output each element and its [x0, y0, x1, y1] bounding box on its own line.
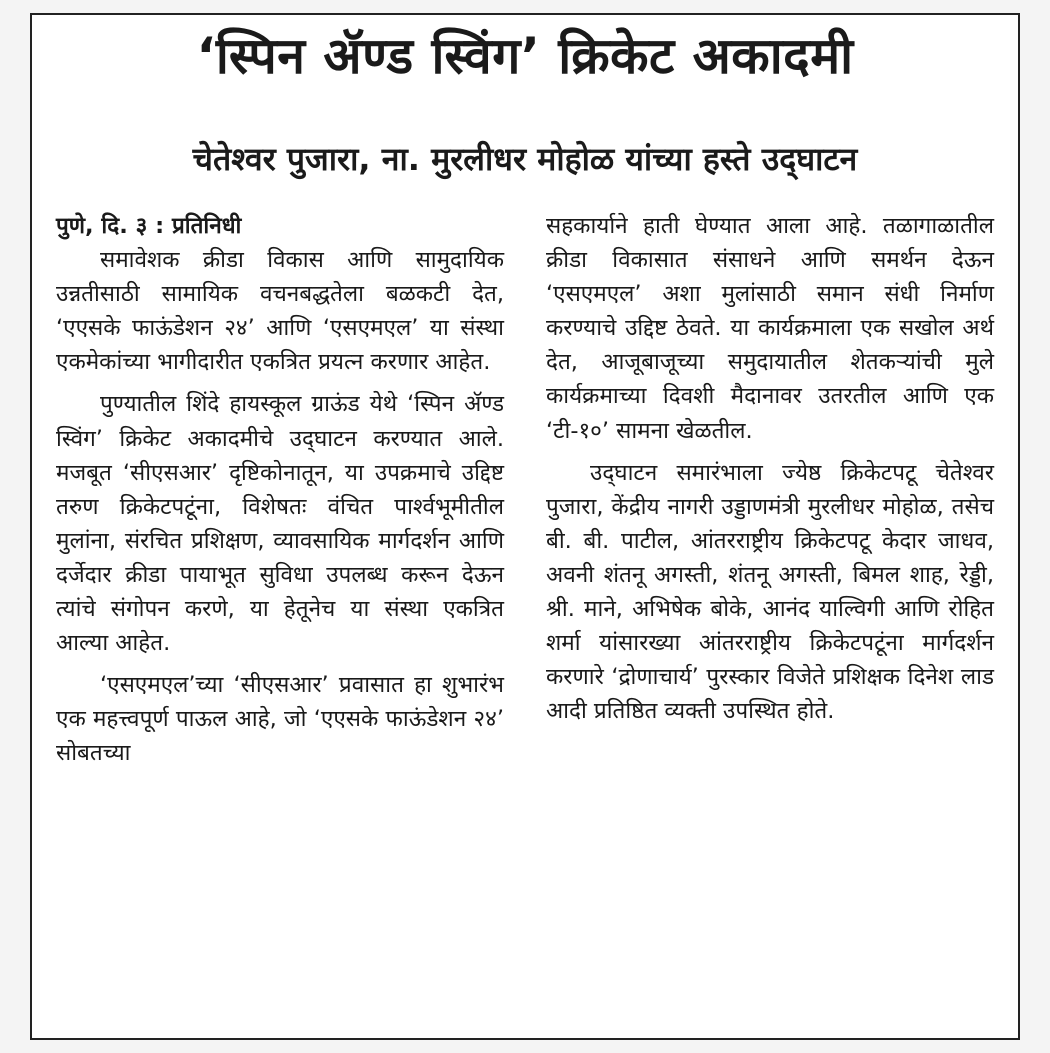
subheadline: चेतेश्वर पुजारा, ना. मुरलीधर मोहोळ यांच्या हस्ते उद्‌घाटन: [192, 140, 858, 178]
paragraph-3-continued: सहकार्याने हाती घेण्यात आला आहे. तळागाळातील क्रीडा विकासात संसाधने आणि समर्थन देऊन ‘एसएमएल’ अशा मुलांसाठी समान संधी निर्माण करण्याचे उद्दिष्ट ठेवते. या कार्यक्रमाला एक सखोल अर्थ देत, आजूबाजूच्या समुदायातील शेतकऱ्यांची मुले कार्यक्रमाच्या दिवशी मैदानावर उतरतील आणि एक ‘टी-१०’ सामना खेळतील.: [546, 213, 994, 444]
newspaper-clipping: [30, 13, 1020, 1040]
paragraph-2: पुण्यातील शिंदे हायस्कूल ग्राऊंड येथे ‘स्पिन ॲण्ड स्विंग’ क्रिकेट अकादमीचे उद्‌घाटन करण्यात आले. मजबूत ‘सीएसआर’ दृष्टिकोनातून, या उपक्रमाचे उद्दिष्ट तरुण क्रिकेटपटूंना, विशेषतः वंचित पार्श्वभूमीतील मुलांना, संरचित प्रशिक्षण, व्यावसायिक मार्गदर्शन आणि दर्जेदार क्रीडा पायाभूत सुविधा उपलब्ध करून देऊन त्यांचे संगोपन करणे, या हेतूनेच या संस्था एकत्रित आल्या आहेत.: [56, 391, 504, 657]
paragraph-3: ‘एसएमएल’च्या ‘सीएसआर’ प्रवासात हा शुभारंभ एक महत्त्वपूर्ण पाऊल आहे, जो ‘एएसके फाऊंडेशन २४’ सोबतच्या: [56, 672, 504, 767]
dateline: पुणे, दि. ३ : प्रतिनिधी: [56, 213, 242, 239]
paragraph-4: उद्‌घाटन समारंभाला ज्येष्ठ क्रिकेटपटू चेतेश्वर पुजारा, केंद्रीय नागरी उड्डाणमंत्री मुरलीधर मोहोळ, तसेच बी. बी. पाटील, आंतरराष्ट्रीय क्रिकेटपटू केदार जाधव, अवनी शंतनू अगस्ती, शंतनू अगस्ती, बिमल शाह, रेड्डी, श्री. माने, अभिषेक बोके, आनंद याल्विगी आणि रोहित शर्मा यांसारख्या आंतरराष्ट्रीय क्रिकेटपटूंना मार्गदर्शन करणारे ‘द्रोणाचार्य’ पुरस्कार विजेते प्रशिक्षक दिनेश लाड आदी प्रतिष्ठित व्यक्ती उपस्थित होते.: [546, 459, 995, 725]
headline: ‘स्पिन ॲण्ड स्विंग’ क्रिकेट अकादमी: [196, 27, 854, 85]
paragraph-1: समावेशक क्रीडा विकास आणि सामुदायिक उन्नतीसाठी सामायिक वचनबद्धतेला बळकटी देत, ‘एएसके फाऊंडेशन २४’ आणि ‘एसएमएल’ या संस्था एकमेकांच्या भागीदारीत एकत्रित प्रयत्न करणार आहेत.: [56, 247, 504, 376]
article-column-left: [56, 209, 504, 779]
article-column-right: [546, 209, 994, 736]
